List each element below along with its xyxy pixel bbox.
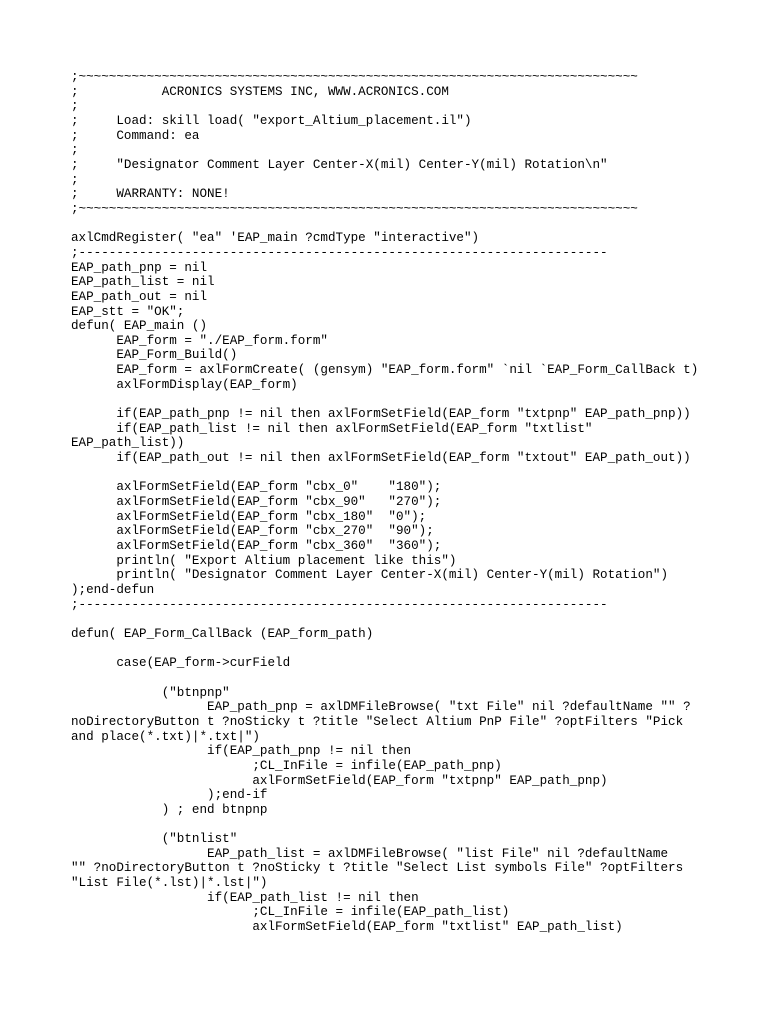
- code-line: ;: [71, 99, 79, 114]
- code-line: [71, 612, 768, 627]
- code-line: [71, 466, 768, 481]
- code-line: );end-if: [71, 788, 268, 803]
- code-line: println( "Designator Comment Layer Center-X(mil) Center-Y(mil) Rotation"): [71, 568, 669, 583]
- code-line: ;: [71, 172, 79, 187]
- code-line: ) ; end btnpnp: [71, 802, 268, 817]
- code-line: );end-defun: [71, 582, 155, 597]
- code-line: ; ACRONICS SYSTEMS INC, WWW.ACRONICS.COM: [71, 84, 449, 99]
- code-line: ("btnlist": [71, 832, 238, 847]
- code-line: ;----------------------------------------------------------------------: [71, 597, 608, 612]
- code-line: axlFormSetField(EAP_form "cbx_180" "0");: [71, 509, 427, 524]
- code-line: EAP_Form_Build(): [71, 348, 238, 363]
- code-line: axlFormSetField(EAP_form "cbx_270" "90");: [71, 524, 434, 539]
- code-line: EAP_form = "./EAP_form.form": [71, 333, 328, 348]
- code-line: axlFormSetField(EAP_form "txtlist" EAP_path_list): [71, 920, 623, 935]
- code-line: [71, 817, 768, 832]
- code-line: ("btnpnp": [71, 685, 230, 700]
- code-line: ;CL_InFile = infile(EAP_path_list): [71, 905, 510, 920]
- code-line: EAP_path_list = nil: [71, 275, 215, 290]
- code-line: noDirectoryButton t ?noSticky t ?title "Select Altium PnP File" ?optFilters "Pick: [71, 714, 684, 729]
- code-line: if(EAP_path_list != nil then: [71, 890, 419, 905]
- code-line: "" ?noDirectoryButton t ?noSticky t ?title "Select List symbols File" ?optFilters: [71, 861, 684, 876]
- code-line: axlFormSetField(EAP_form "cbx_0" "180");: [71, 480, 442, 495]
- code-line: EAP_path_list = axlDMFileBrowse( "list File" nil ?defaultName: [71, 846, 669, 861]
- code-line: [71, 217, 768, 232]
- code-line: EAP_path_pnp = nil: [71, 260, 208, 275]
- code-line: axlFormSetField(EAP_form "cbx_90" "270");: [71, 495, 442, 510]
- code-line: [71, 671, 768, 686]
- code-line: ; Load: skill load( "export_Altium_placement.il"): [71, 113, 472, 128]
- code-line: ;~~~~~~~~~~~~~~~~~~~~~~~~~~~~~~~~~~~~~~~~~~~~~~~~~~~~~~~~~~~~~~~~~~~~~~~~~~: [71, 201, 638, 216]
- code-line: "List File(*.lst)|*.lst|"): [71, 876, 268, 891]
- code-line: axlFormSetField(EAP_form "cbx_360" "360");: [71, 539, 442, 553]
- code-line: ; Command: ea: [71, 128, 200, 143]
- code-line: case(EAP_form->curField: [71, 656, 291, 671]
- code-line: and place(*.txt)|*.txt|"): [71, 729, 260, 744]
- code-line: axlCmdRegister( "ea" 'EAP_main ?cmdType "interactive"): [71, 231, 480, 246]
- code-line: ;CL_InFile = infile(EAP_path_pnp): [71, 758, 502, 773]
- code-line: EAP_form = axlFormCreate( (gensym) "EAP_form.form" `nil `EAP_Form_CallBack t): [71, 363, 699, 378]
- code-line: if(EAP_path_list != nil then axlFormSetField(EAP_form "txtlist": [71, 421, 593, 436]
- code-line: if(EAP_path_pnp != nil then axlFormSetField(EAP_form "txtpnp" EAP_path_pnp)): [71, 407, 691, 422]
- code-line: EAP_path_out = nil: [71, 289, 208, 304]
- code-line: if(EAP_path_pnp != nil then: [71, 744, 412, 759]
- code-line: defun( EAP_Form_CallBack (EAP_form_path): [71, 626, 374, 641]
- code-line: [71, 392, 768, 407]
- code-line: if(EAP_path_out != nil then axlFormSetField(EAP_form "txtout" EAP_path_out)): [71, 451, 691, 466]
- code-line: [71, 642, 768, 657]
- code-line: EAP_path_pnp = axlDMFileBrowse( "txt File" nil ?defaultName "" ?: [71, 700, 691, 715]
- code-line: axlFormDisplay(EAP_form): [71, 377, 298, 392]
- code-line: axlFormSetField(EAP_form "txtpnp" EAP_path_pnp): [71, 773, 608, 788]
- code-line: ;----------------------------------------------------------------------: [71, 245, 608, 260]
- code-line: defun( EAP_main (): [71, 319, 208, 334]
- code-line: ; "Designator Comment Layer Center-X(mil) Center-Y(mil) Rotation\n": [71, 157, 608, 172]
- code-line: ;: [71, 143, 79, 158]
- code-line: println( "Export Altium placement like this"): [71, 553, 457, 568]
- code-line: EAP_stt = "OK";: [71, 304, 185, 319]
- code-line: ;~~~~~~~~~~~~~~~~~~~~~~~~~~~~~~~~~~~~~~~~~~~~~~~~~~~~~~~~~~~~~~~~~~~~~~~~~~: [71, 70, 638, 84]
- code-line: ; WARRANTY: NONE!: [71, 187, 230, 202]
- code-line: EAP_path_list)): [71, 436, 185, 451]
